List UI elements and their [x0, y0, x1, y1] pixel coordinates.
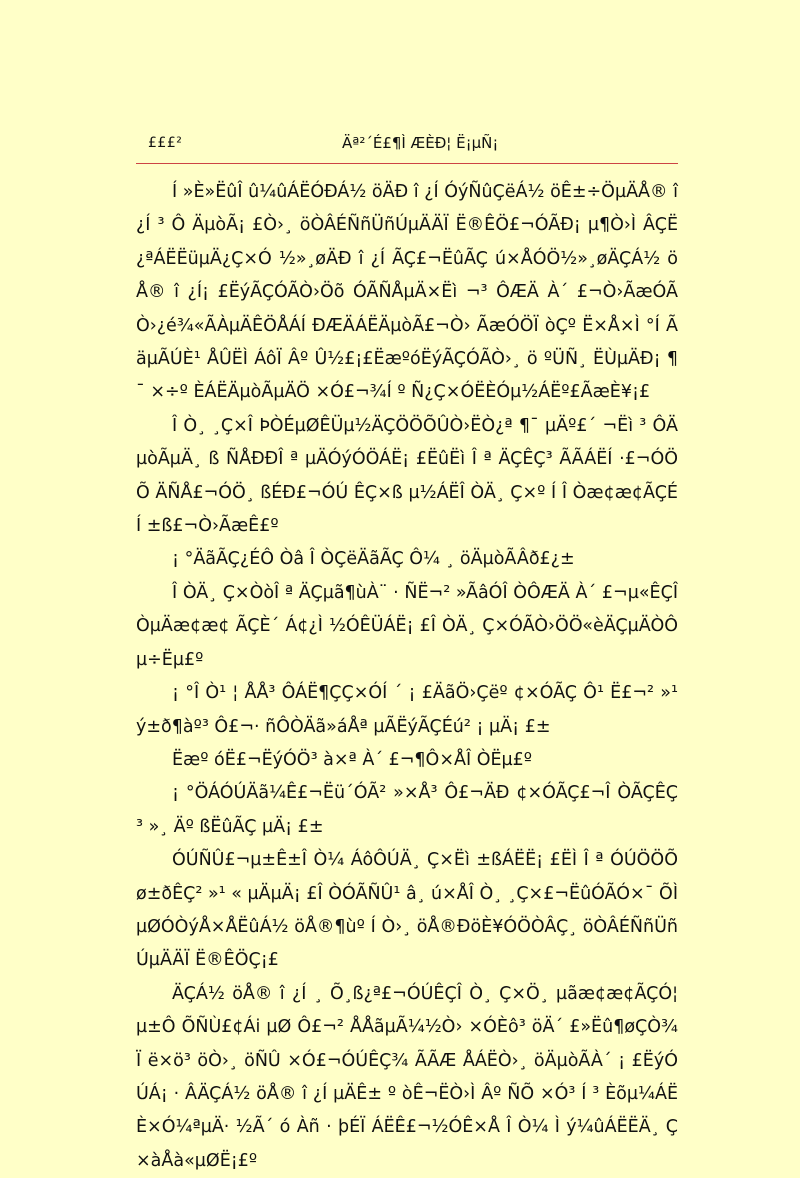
running-title: Äª²´É£¶Ì ÆÈÐ¦ Ë¡µÑ¡	[342, 134, 499, 152]
paragraph: ¡ °ÖÁÓÚÄã¼Ê£¬Ëü´ÓÃ² »×Å³ Ô£¬ÄÐ ¢×ÓÃÇ£¬Î ÒÃÇÊÇ³ »¸ Äº ßËûÃÇ µÄ¡ £±	[136, 783, 678, 837]
page-number: £££²	[148, 135, 183, 151]
paragraph: ¡ °ÄãÃÇ¿ÉÔ Òâ Î ÒÇëÄãÃÇ Ô¼ ¸ öÄµòÃÂð£¿±	[172, 549, 575, 570]
paragraph: Î Ò¸ ¸Ç×Î ÞÒÉµØÊÜµ½ÄÇÖÖÕÛÒ›ËÒ¿ª ¶¯ µÄº£´ ¬Ëì ³ ÔÄµòÃµÄ¸ ß ÑÅÐÐÎ ª µÄÓýÓÖÁË¡ £ËûËì Î ª ÄÇÊÇ³ ÃÃÁËÍ ·£¬ÓÖÕ ÄÑÅ£¬ÓÖ¸ ßÉÐ£¬ÓÚ ÊÇ×ß µ½ÁËÎ ÒÄ¸ Ç×º Í Î Òæ¢æ¢ÃÇÉÍ ±ß£¬Ò›ÃæÊ£º	[136, 415, 678, 537]
paragraph: ¡ °Î Ò¹ ¦ ÅÅ³ ÔÁË¶ÇÇ×ÓÍ ´ ¡ £ÄãÖ›Çëº ¢×ÓÃÇ Ô¹ Ë£¬² »¹ ý±ð¶àº³ Ô£¬· ñÔÒÄã»áÅª µÃËýÃÇÉú² ¡ µÄ¡ £±	[136, 683, 678, 737]
paragraph: Í »È»ËûÎ û¼ûÁËÓÐÁ½ öÄÐ î ¿Í ÓýÑûÇëÁ½ öÊ±÷ÖµÄÅ® î ¿Í ³ Ô ÄµòÃ¡ £Ò›¸ öÒÂÉÑñÜñÚµÄÄÏ Ë®ÊÖ£¬ÓÃÐ¡ µ¶Ò›Ì ÂÇË¿ªÁËËüµÄ¿Ç×Ó ½»¸øÄÐ î ¿Í ÃÇ£¬ËûÃÇ ú×ÅÓÖ½»¸øÄÇÁ½ öÅ® î ¿Í¡ £ËýÃÇÓÃÒ›Öõ ÓÃÑÅµÄ×Ëì ¬³ ÔÆÄ À´ £¬Ò›ÃæÓÃÒ›¿é¾«ÃÀµÄÊÖÅÁÍ ÐÆÄÁËÄµòÃ£¬Ò› ÃæÓÖÏ òÇº Ë×Å×Ì °Í ÃäµÃÚÈ¹ ÅÛËÌ ÁôÏ Âº Û½£¡£ËæºóËýÃÇÓÃÒ›¸ ö ºÜÑ¸ ËÙµÄÐ¡ ¶¯ ×÷º ÈÁËÄµòÃµÄÖ ×Ó£¬¾Í º Ñ¿Ç×ÓËÈÓµ½ÁËº£ÃæÈ¥¡£	[136, 182, 678, 403]
body-text	[136, 176, 678, 1178]
paragraph: Î ÒÄ¸ Ç×ÒòÎ ª ÄÇµã¶ùÀ¨ · ÑË¬² »ÃâÓÎ ÒÔÆÄ À´ £¬µ«ÊÇÎ ÒµÄæ¢æ¢ ÃÇÈ´ Á¢¿Ì ½ÓÊÜÁË¡ £Î ÒÄ¸ Ç×ÓÃÒ›ÖÖ«èÄÇµÄÒÔµ÷Ëµ£º	[136, 582, 678, 670]
paragraph: ÓÚÑÛ£¬µ±Ê±Î Ò¼ ÁôÔÚÄ¸ Ç×Ëì ±ßÁËË¡ £ËÌ Î ª ÓÚÖÖÕø±ðÊÇ² »¹ « µÄµÄ¡ £Î ÒÓÃÑÛ¹ â¸ ú×ÅÎ Ò¸ ¸Ç×£¬ËûÓÃÓ×¯ ÕÌ µØÓÒýÅ×ÅËûÁ½ öÅ®¶ùº Í Ò›¸ öÅ®ÐöÈ¥ÓÖÒÂÇ¸ öÒÂÉÑñÜñÚµÄÄÏ Ë®ÊÖÇ¡£	[136, 850, 678, 971]
paragraph: Ëæº óË£¬ËýÓÖ³ à×ª À´ £¬¶Ô×ÅÎ ÒËµ£º	[172, 749, 533, 770]
header-rule	[136, 163, 678, 164]
paragraph: ÄÇÁ½ öÅ® î ¿Í ¸ Õ¸ß¿ª£¬ÓÚÊÇÎ Ò¸ Ç×Ö¸ µãæ¢æ¢ÃÇÓ¦ µ±Ô ÕÑÙ£¢Ái µØ Ô£¬² ÅÅãµÃ¼½Ò› ×ÓÈô³ öÄ´ £»Ëû¶øÇÒ¾ Ï ë×ö³ öÒ›¸ öÑÛ ×Ó£¬ÓÚÊÇ¾ ÃÃÆ ÅÁËÒ›¸ öÄµòÃÀ´ ¡ £ËýÓÚÁ¡ · ÂÄÇÁ½ öÅ® î ¿Í µÄÊ± º òÊ¬ËÒ›Ì Âº ÑÕ ×Ó³ Í ³ Èõµ¼ÁËÈ×Ó¼ªµÄ· ½Ã´ ó Àñ · þÉÏ ÁËÊ£¬½ÓÊ×Å Î Ò¼ Ì ý¼ûÁËËÄ¸ Ç×àÅà«µØË¡£º	[136, 983, 678, 1171]
page-header	[136, 132, 678, 158]
